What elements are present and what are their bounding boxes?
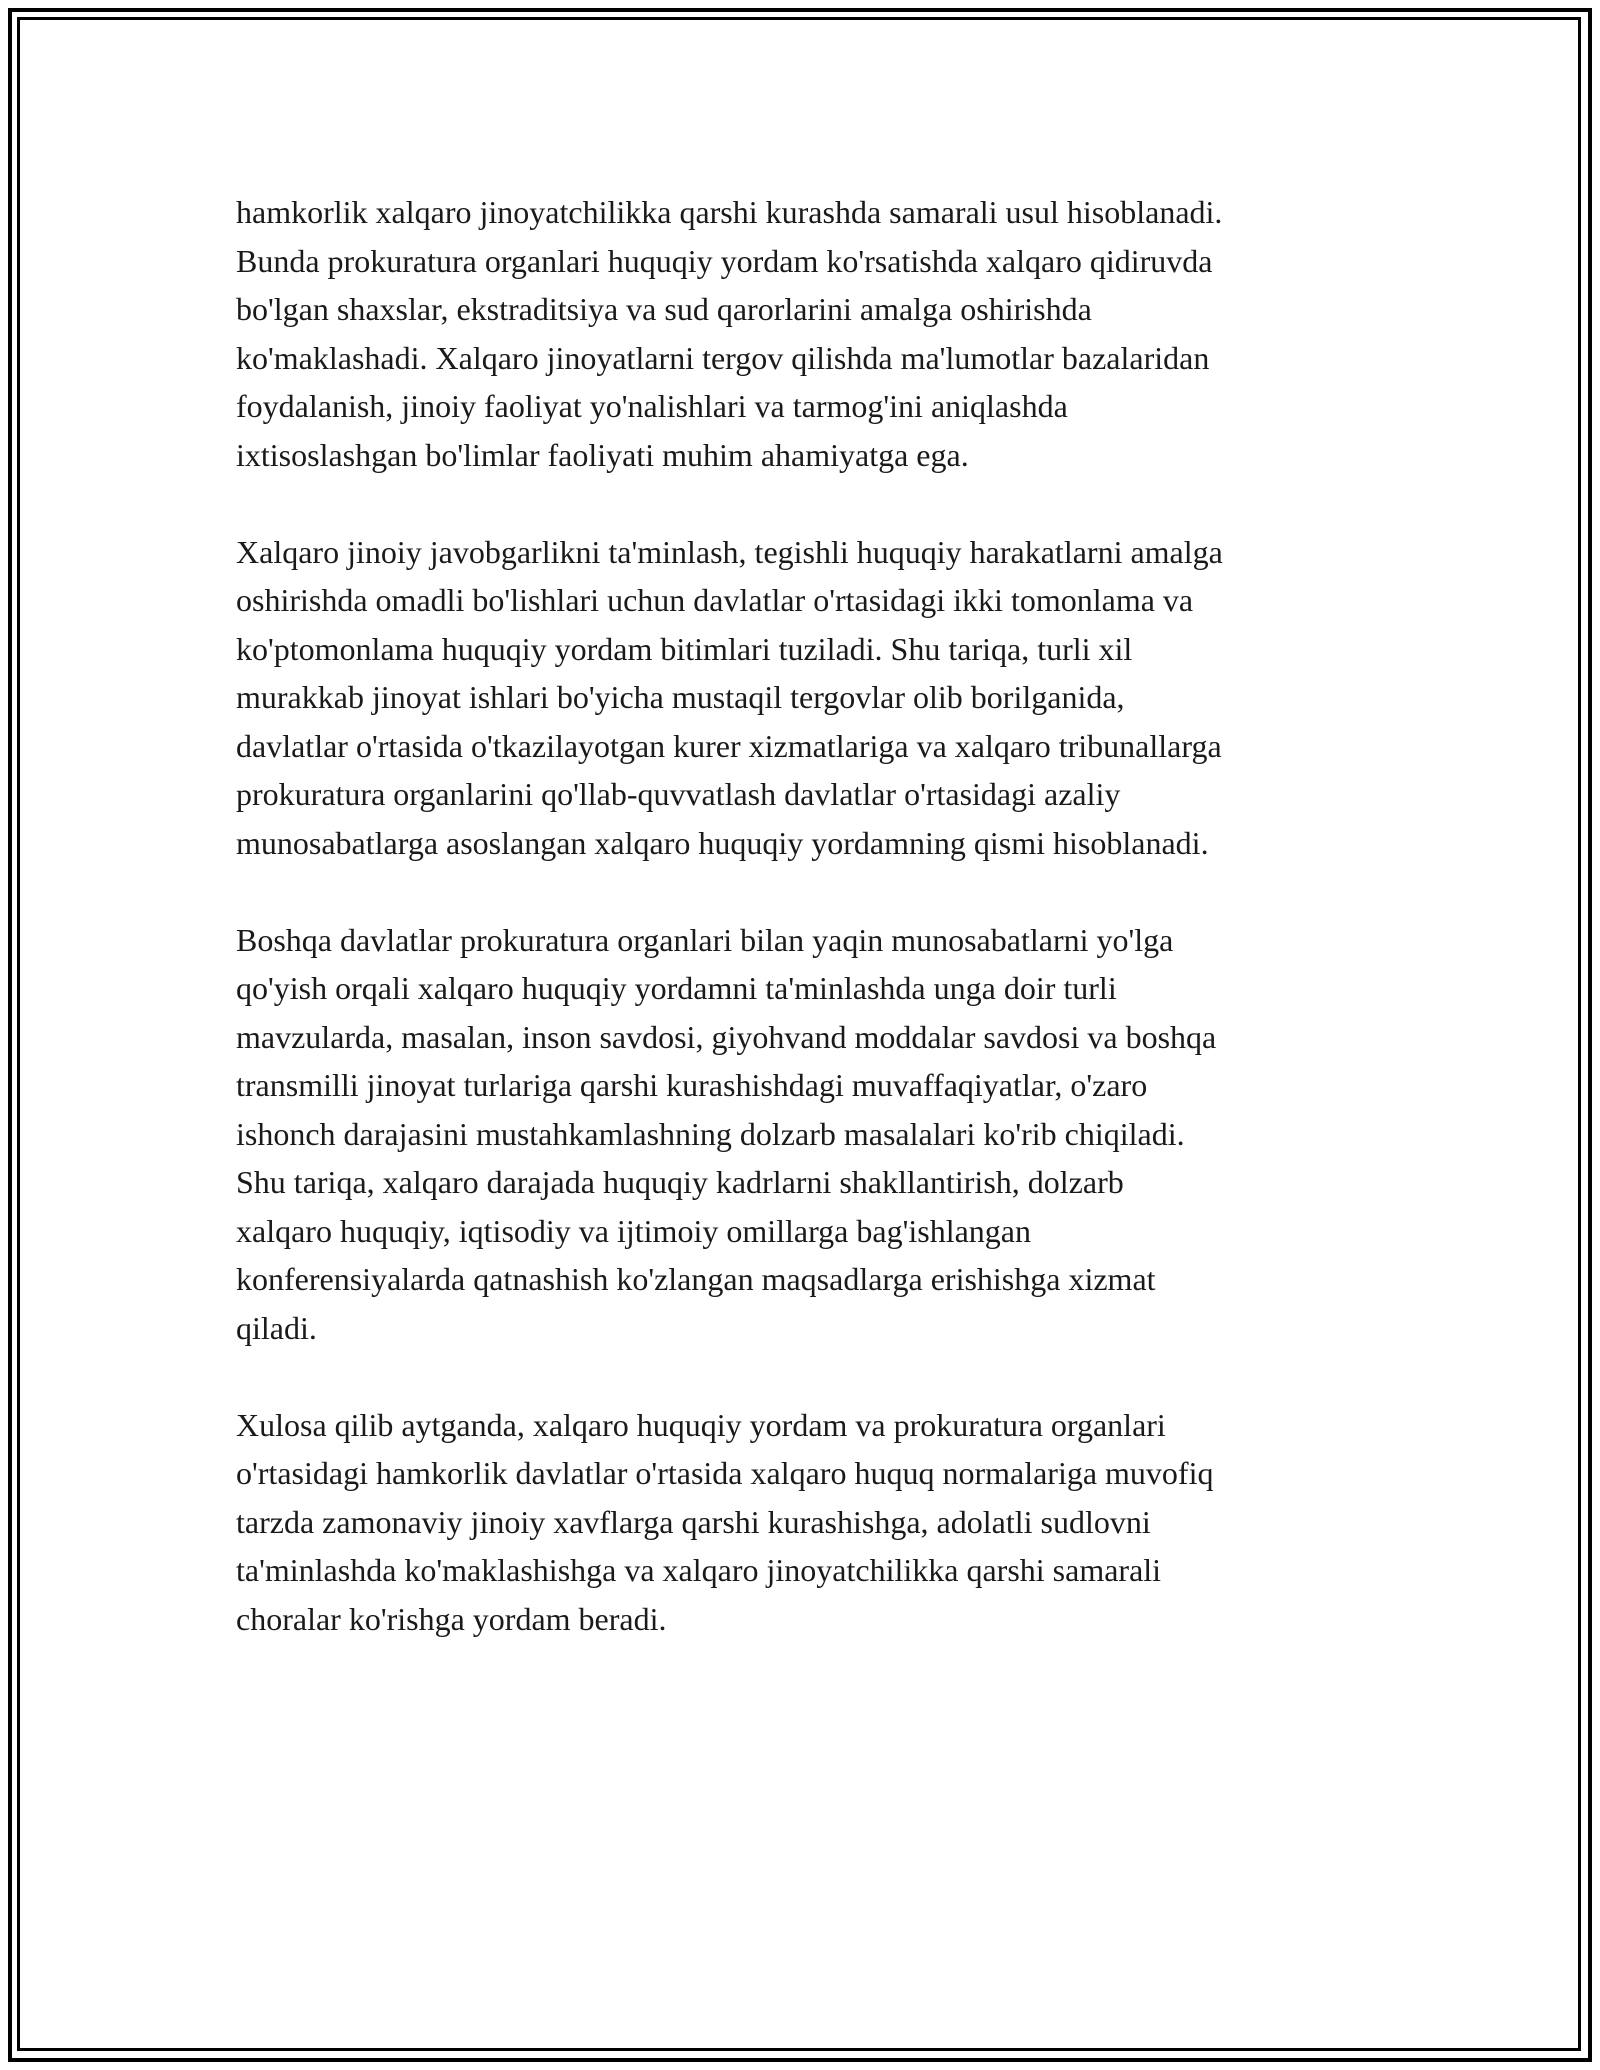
document-body (236, 188, 1376, 1643)
paragraph-3: Boshqa davlatlar prokuratura organlari bilan yaqin munosabatlarni yo'lga qo'yish orqali xalqaro huquqiy yordamni ta'minlashda unga doir turli mavzularda, masalan, inson savdosi, giyohvand moddalar savdosi va boshqa transmilli jinoyat turlariga qarshi kurashishdagi muvaffaqiyatlar, o'zaro ishonch darajasini mustahkamlashning dolzarb masalalari ko'rib chiqiladi. Shu tariqa, xalqaro darajada huquqiy kadrlarni shakllantirish, dolzarb xalqaro huquqiy, iqtisodiy va ijtimoiy omillarga bag'ishlangan konferensiyalarda qatnashish ko'zlangan maqsadlarga erishishga xizmat qiladi. (236, 921, 1217, 1346)
paragraph-4: Xulosa qilib aytganda, xalqaro huquqiy yordam va prokuratura organlari o'rtasidagi hamkorlik davlatlar o'rtasida xalqaro huquq normalariga muvofiq tarzda zamonaviy jinoiy xavflarga qarshi kurashishga, adolatli sudlovni ta'minlashda ko'maklashishga va xalqaro jinoyatchilikka qarshi samarali choralar ko'rishga yordam beradi. (236, 1406, 1214, 1637)
paragraph-2: Xalqaro jinoiy javobgarlikni ta'minlash, tegishli huquqiy harakatlarni amalga oshirishda omadli bo'lishlari uchun davlatlar o'rtasidagi ikki tomonlama va ko'ptomonlama huquqiy yordam bitimlari tuziladi. Shu tariqa, turli xil murakkab jinoyat ishlari bo'yicha mustaqil tergovlar olib borilganida, davlatlar o'rtasida o'tkazilayotgan kurer xizmatlariga va xalqaro tribunallarga prokuratura organlarini qo'llab-quvvatlash davlatlar o'rtasidagi azaliy munosabatlarga asoslangan xalqaro huquqiy yordamning qismi hisoblanadi. (236, 533, 1223, 861)
paragraph-1: hamkorlik xalqaro jinoyatchilikka qarshi kurashda samarali usul hisoblanadi. Bunda prokuratura organlari huquqiy yordam ko'rsatishda xalqaro qidiruvda bo'lgan shaxslar, ekstraditsiya va sud qarorlarini amalga oshirishda ko'maklashadi. Xalqaro jinoyatlarni tergov qilishda ma'lumotlar bazalaridan foydalanish, jinoiy faoliyat yo'nalishlari va tarmog'ini aniqlashda ixtisoslashgan bo'limlar faoliyati muhim ahamiyatga ega. (236, 194, 1223, 473)
